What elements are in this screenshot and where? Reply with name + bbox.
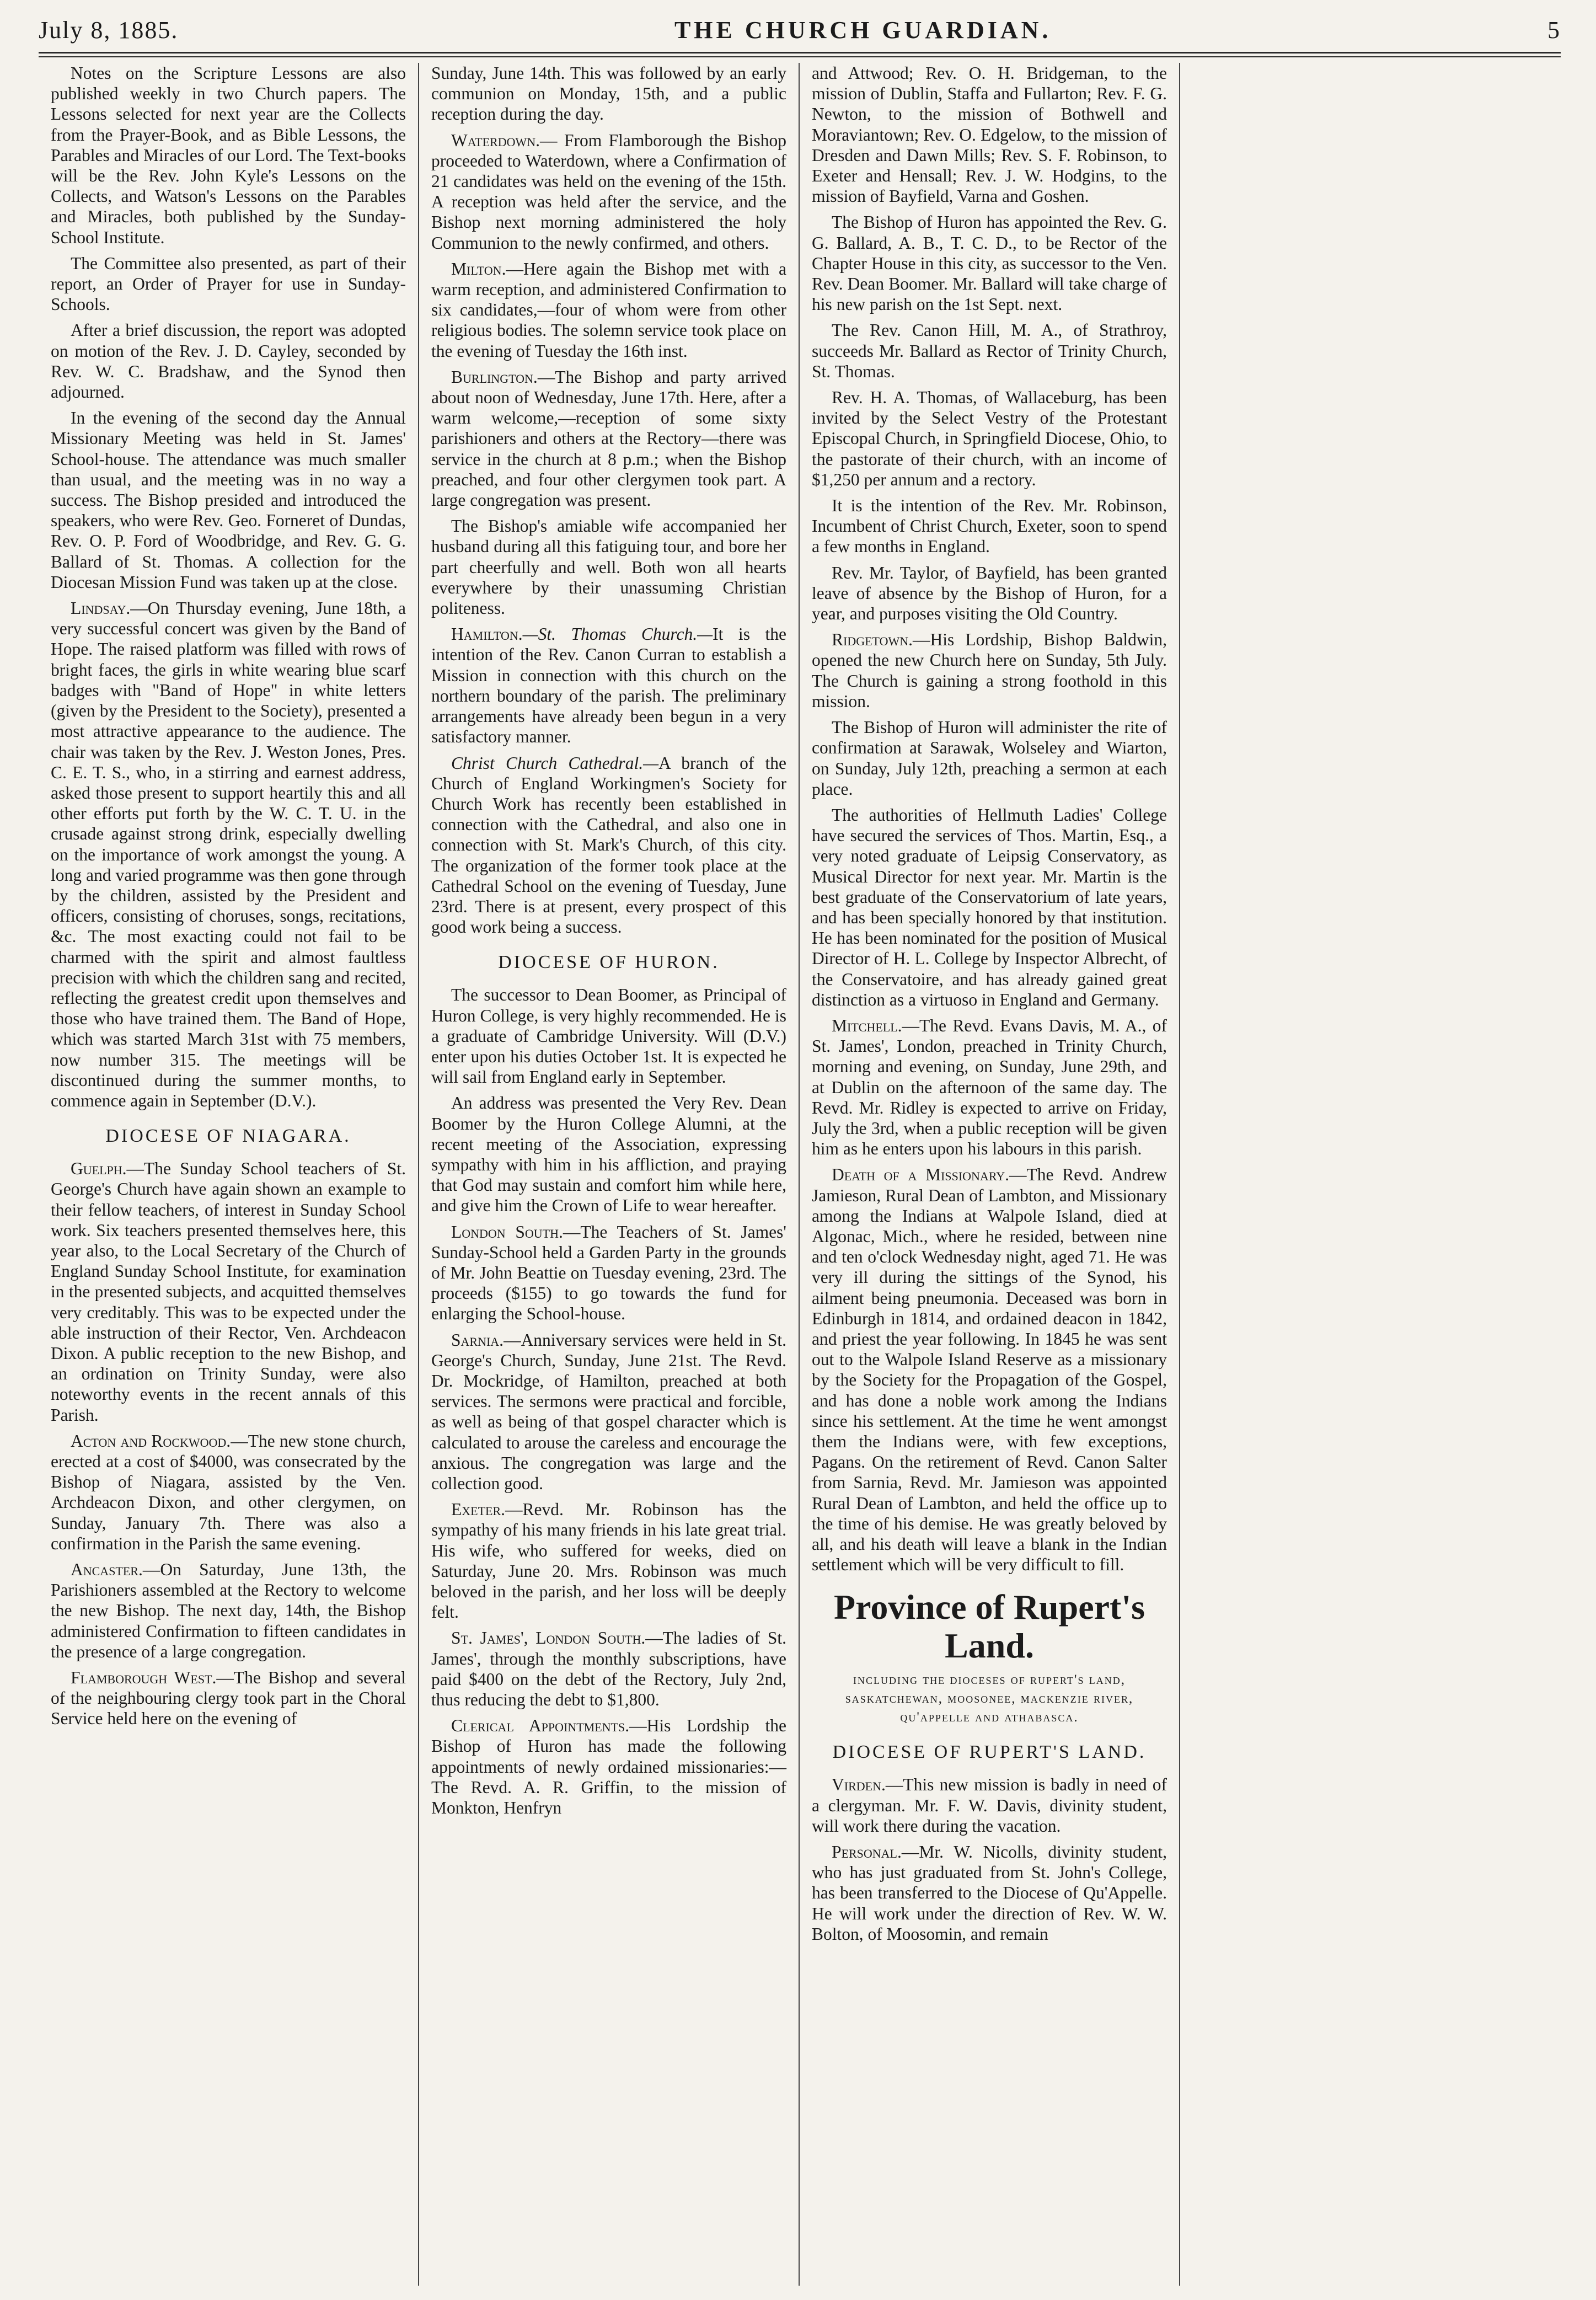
article-paragraph: It is the intention of the Rev. Mr. Robinson, Incumbent of Christ Church, Exeter, soon to spend a few months in England. bbox=[812, 496, 1167, 557]
paragraph-lead: London South. bbox=[451, 1222, 563, 1242]
article-paragraph: Death of a Missionary.—The Revd. Andrew Jamieson, Rural Dean of Lambton, and Missionary among the Indians at Walpole Island, died at Algonac, Mich., where he resided, between nine and ten o'clock Wednesday night, aged 71. He was very ill during the sittings of the Synod, his ailment being pneumonia. Deceased was born in Edinburgh in 1814, and ordained deacon in 1842, and priest the year following. In 1845 he was sent out to the Walpole Island Reserve as a missionary by the Society for the Propagation of the Gospel, and has done a noble work among the Indians since his settlement. At the time he went amongst them the Indians were, with few exceptions, Pagans. On the retirement of Revd. Canon Salter from Sarnia, Revd. Mr. Jamieson was appointed Rural Dean of Lambton, and held the office up to the time of his demise. He was greatly beloved by all, and his death will leave a blank in the Indian settlement which will be very difficult to fill. bbox=[812, 1165, 1167, 1575]
article-paragraph: Mitchell.—The Revd. Evans Davis, M. A., of St. James', London, preached in Trinity Church, morning and evening, on Sunday, June 29th, and at Dublin on the afternoon of the same day. The Revd. Mr. Ridley is expected to arrive on Friday, July the 3rd, when a public reception will be given him as he enters upon his labours in this parish. bbox=[812, 1015, 1167, 1159]
article-paragraph: An address was presented the Very Rev. Dean Boomer by the Huron College Alumni, at the recent meeting of the Association, expressing sympathy with him in his affliction, and praying that God may sustain and comfort him while here, and give him the Crown of Life to wear hereafter. bbox=[431, 1093, 786, 1216]
section-heading: DIOCESE OF HURON. bbox=[498, 952, 720, 973]
paragraph-lead: Sarnia. bbox=[451, 1330, 504, 1350]
paragraph-lead: Ancaster. bbox=[71, 1560, 143, 1580]
paragraph-lead: Clerical Appointments. bbox=[451, 1716, 630, 1736]
column-4 bbox=[1180, 63, 1561, 2286]
page-number: 5 bbox=[1547, 16, 1561, 44]
article-paragraph: Flamborough West.—The Bishop and several of the neighbouring clergy took part in the Choral Service held here on the evening of bbox=[51, 1668, 406, 1729]
article-paragraph: The Bishop's amiable wife accompanied her husband during all this fatiguing tour, and bore her part cheerfully and well. Both won all hearts everywhere by their unassuming Christian politeness. bbox=[431, 516, 786, 618]
paragraph-lead: Personal. bbox=[832, 1842, 902, 1862]
article-paragraph: Virden.—This new mission is badly in need of a clergyman. Mr. F. W. Davis, divinity student, will work there during the vacation. bbox=[812, 1775, 1167, 1836]
article-paragraph: St. James', London South.—The ladies of St. James', through the monthly subscriptions, have paid $400 on the debt of the Rectory, July 2nd, thus reducing the debt to $1,800. bbox=[431, 1628, 786, 1710]
article-paragraph: Waterdown.— From Flamborough the Bishop proceeded to Waterdown, where a Confirmation of 21 candidates was held on the evening of the 15th. A reception was held after the service, and the Bishop next morning administered the holy Communion to the newly confirmed, and others. bbox=[431, 130, 786, 253]
paragraph-lead: Exeter. bbox=[451, 1500, 505, 1520]
paragraph-lead: Waterdown. bbox=[451, 130, 540, 150]
article-paragraph: Notes on the Scripture Lessons are also published weekly in two Church papers. The Lessons selected for next year are the Collects from the Prayer-Book, and as Bible Lessons, the Parables and Miracles of our Lord. The Text-books will be the Rev. John Kyle's Lessons on the Collects, and Watson's Lessons on the Parables and Miracles, both published by the Sunday-School Institute. bbox=[51, 63, 406, 247]
column-2 bbox=[419, 63, 800, 2286]
article-paragraph: Rev. Mr. Taylor, of Bayfield, has been granted leave of absence by the Bishop of Huron, for a year, and purposes visiting the Old Country. bbox=[812, 563, 1167, 624]
article-paragraph: Lindsay.—On Thursday evening, June 18th, a very successful concert was given by the Band of Hope. The raised platform was filled with rows of bright faces, the girls in white wearing blue scarf badges with "Band of Hope" in white letters (given by the President to the Society), presented a most attractive appearance to the audience. The chair was taken by the Rev. J. Weston Jones, Pres. C. E. T. S., who, in a stirring and earnest address, asked those present to support heartily this and all other efforts put forth by the W. C. T. U. in the crusade against strong drink, especially dwelling on the importance of work amongst the young. A long and varied programme was then gone through by the children, assisted by the President and officers, consisting of choruses, songs, recitations, &c. The most exacting could not fail to be charmed with the spirit and almost faultless precision with which the children sang and recited, reflecting the greatest credit upon themselves and those who have trained them. The Band of Hope, which was started March 31st with 75 members, now number 315. The meetings will be discontinued during the summer months, to commence again in September (D.V.). bbox=[51, 598, 406, 1110]
article-paragraph: Exeter.—Revd. Mr. Robinson has the sympathy of his many friends in his late great trial. His wife, who suffered for weeks, died on Saturday, June 20. Mrs. Robinson was much beloved in the parish, and her loss will be deeply felt. bbox=[431, 1500, 786, 1622]
paragraph-lead: Death of a Missionary. bbox=[832, 1165, 1010, 1185]
article-paragraph: The Committee also presented, as part of their report, an Order of Prayer for use in Sunday-Schools. bbox=[51, 253, 406, 314]
article-paragraph: London South.—The Teachers of St. James' Sunday-School held a Garden Party in the grounds of Mr. John Beattie on Tuesday evening, 23rd. The proceeds ($155) to go towards the fund for enlarging the School-house. bbox=[431, 1222, 786, 1324]
column-3 bbox=[800, 63, 1180, 2286]
province-heading: Province of Rupert's Land. bbox=[833, 1587, 1145, 1666]
section-heading: DIOCESE OF NIAGARA. bbox=[105, 1126, 351, 1147]
paragraph-italic: Christ Church Cathedral.— bbox=[451, 753, 659, 773]
paragraph-lead: Hamilton. bbox=[451, 624, 523, 644]
article-paragraph: Burlington.—The Bishop and party arrived about noon of Wednesday, June 17th. Here, after a warm welcome,—reception of some sixty parishioners and others at the Rectory—there was service in the church at 8 p.m.; when the Bishop preached, and four other clergymen took part. A large congregation was present. bbox=[431, 367, 786, 510]
newspaper-title: THE CHURCH GUARDIAN. bbox=[674, 16, 1052, 44]
article-paragraph: and Attwood; Rev. O. H. Bridgeman, to the mission of Dublin, Staffa and Fullarton; Rev. F. G. Newton, to the mission of Bothwell and Moraviantown; Rev. O. Edgelow, to the mission of Dresden and Dawn Mills; Rev. S. F. Robinson, to Exeter and Hensall; Rev. J. W. Hodgins, to the mission of Bayfield, Varna and Goshen. bbox=[812, 63, 1167, 206]
paragraph-lead: Flamborough West. bbox=[71, 1668, 217, 1688]
article-paragraph: Guelph.—The Sunday School teachers of St. George's Church have again shown an example to their fellow teachers, of interest in Sunday School work. Six teachers presented themselves here, this year also, to the Local Secretary of the Church of England Sunday School Institute, for examination in the presented subjects, and acquitted themselves very creditably. This was to be expected under the able instruction of their Rector, Ven. Archdeacon Dixon. A public reception to the new Bishop, and an ordination on Trinity Sunday, were also noteworthy events in the recent annals of this Parish. bbox=[51, 1159, 406, 1425]
article-paragraph: The authorities of Hellmuth Ladies' College have secured the services of Thos. Martin, Esq., a very noted graduate of Leipsig Conservatory, as Musical Director for next year. Mr. Martin is the best graduate of the Conservatorium of late years, and has been specially honored by that institution. He has been nominated for the position of Musical Director of H. L. College by Inspector Albrecht, of the Conservatoire, and has already gained great distinction as a virtuoso in England and Germany. bbox=[812, 805, 1167, 1009]
article-paragraph: Sarnia.—Anniversary services were held in St. George's Church, Sunday, June 21st. The Revd. Dr. Mockridge, of Hamilton, preached at both services. The sermons were practical and forcible, as well as being of that gospel character which is calculated to arouse the careless and encourage the anxious. The congregation was large and the collection good. bbox=[431, 1330, 786, 1493]
article-paragraph: Ancaster.—On Saturday, June 13th, the Parishioners assembled at the Rectory to welcome the new Bishop. The next day, 14th, the Bishop administered Confirmation to fifteen candidates in the presence of a large congregation. bbox=[51, 1560, 406, 1661]
article-paragraph: The Bishop of Huron has appointed the Rev. G. G. Ballard, A. B., T. C. D., to be Rector of the Chapter House in this city, as successor to the Ven. Rev. Dean Boomer. Mr. Ballard will take charge of his new parish on the 1st Sept. next. bbox=[812, 212, 1167, 314]
province-subheading: including the dioceses of rupert's land, saskatchewan, moosonee, mackenzie river, qu'appelle and athabasca. bbox=[845, 1672, 1134, 1725]
paragraph-lead: St. James', London South. bbox=[451, 1628, 646, 1648]
article-paragraph: The successor to Dean Boomer, as Principal of Huron College, is very highly recommended. He is a graduate of Cambridge University. Will (D.V.) enter upon his duties October 1st. It is expected he will sail from England early in September. bbox=[431, 985, 786, 1087]
article-paragraph: Christ Church Cathedral.—A branch of the Church of England Workingmen's Society for Church Work has recently been established in connection with the Cathedral, and also one in connection with St. Mark's Church, of this city. The organization of the former took place at the Cathedral School on the evening of Tuesday, June 23rd. There is at present, every prospect of this good work being a success. bbox=[431, 753, 787, 937]
article-paragraph: In the evening of the second day the Annual Missionary Meeting was held in St. James' School-house. The attendance was much smaller than usual, and the meeting was in no way a success. The Bishop presided and introduced the speakers, who were Rev. Geo. Forneret of Dundas, Rev. O. P. Ford of Woodbridge, and Rev. G. G. Ballard of St. Thomas. A collection for the Diocesan Mission Fund was taken up at the close. bbox=[51, 408, 406, 592]
article-paragraph: The Bishop of Huron will administer the rite of confirmation at Sarawak, Wolseley and Wiarton, on Sunday, July 12th, preaching a sermon at each place. bbox=[812, 718, 1167, 799]
paragraph-italic: —St. Thomas Church.— bbox=[522, 624, 713, 644]
article-paragraph: After a brief discussion, the report was adopted on motion of the Rev. J. D. Cayley, seconded by Rev. W. C. Bradshaw, and the Synod then adjourned. bbox=[51, 320, 406, 402]
paragraph-lead: Mitchell. bbox=[832, 1015, 902, 1035]
article-paragraph: The Rev. Canon Hill, M. A., of Strathroy, succeeds Mr. Ballard as Rector of Trinity Church, St. Thomas. bbox=[812, 320, 1167, 381]
section-heading: DIOCESE OF RUPERT'S LAND. bbox=[832, 1742, 1147, 1763]
column-1 bbox=[39, 63, 419, 2286]
article-paragraph: Ridgetown.—His Lordship, Bishop Baldwin, opened the new Church here on Sunday, 5th July. The Church is gaining a strong foothold in this mission. bbox=[812, 630, 1167, 711]
article-paragraph: Hamilton.—St. Thomas Church.—It is the intention of the Rev. Canon Curran to establish a Mission in connection with this church on the northern boundary of the parish. The preliminary arrangements have already been begun in a very satisfactory manner. bbox=[431, 624, 786, 747]
article-paragraph: Personal.—Mr. W. Nicolls, divinity student, who has just graduated from St. John's College, has been transferred to the Diocese of Qu'Appelle. He will work under the direction of Rev. W. W. Bolton, of Moosomin, and remain bbox=[812, 1842, 1167, 1944]
article-paragraph: Rev. H. A. Thomas, of Wallaceburg, has been invited by the Select Vestry of the Protestant Episcopal Church, in Springfield Diocese, Ohio, to the pastorate of their church, with an income of $1,250 per annum and a rectory. bbox=[812, 388, 1167, 489]
paragraph-lead: Milton. bbox=[451, 259, 506, 279]
paragraph-lead: Guelph. bbox=[71, 1159, 127, 1179]
article-columns bbox=[39, 63, 1561, 2286]
masthead bbox=[39, 8, 1561, 54]
article-paragraph: Clerical Appointments.—His Lordship the Bishop of Huron has made the following appointments of newly ordained missionaries:—The Revd. A. R. Griffin, to the mission of Monkton, Henfryn bbox=[431, 1716, 786, 1818]
article-paragraph: Milton.—Here again the Bishop met with a warm reception, and administered Confirmation to six candidates,—four of whom were from other religious bodies. The solemn service took place on the evening of Tuesday the 16th inst. bbox=[431, 259, 786, 361]
issue-date: July 8, 1885. bbox=[39, 16, 179, 44]
paragraph-lead: Burlington. bbox=[451, 367, 538, 387]
article-paragraph: Acton and Rockwood.—The new stone church, erected at a cost of $4000, was consecrated by the Bishop of Niagara, assisted by the Ven. Archdeacon Dixon, and other clergymen, on Sunday, January 7th. There was also a confirmation in the Parish the same evening. bbox=[51, 1431, 406, 1553]
paragraph-lead: Acton and Rockwood. bbox=[71, 1431, 231, 1451]
article-paragraph: Sunday, June 14th. This was followed by an early communion on Monday, 15th, and a public reception during the day. bbox=[431, 63, 786, 124]
paragraph-lead: Virden. bbox=[832, 1775, 886, 1795]
paragraph-lead: Ridgetown. bbox=[832, 630, 913, 650]
masthead-rule bbox=[39, 56, 1561, 57]
paragraph-lead: Lindsay. bbox=[71, 598, 131, 618]
